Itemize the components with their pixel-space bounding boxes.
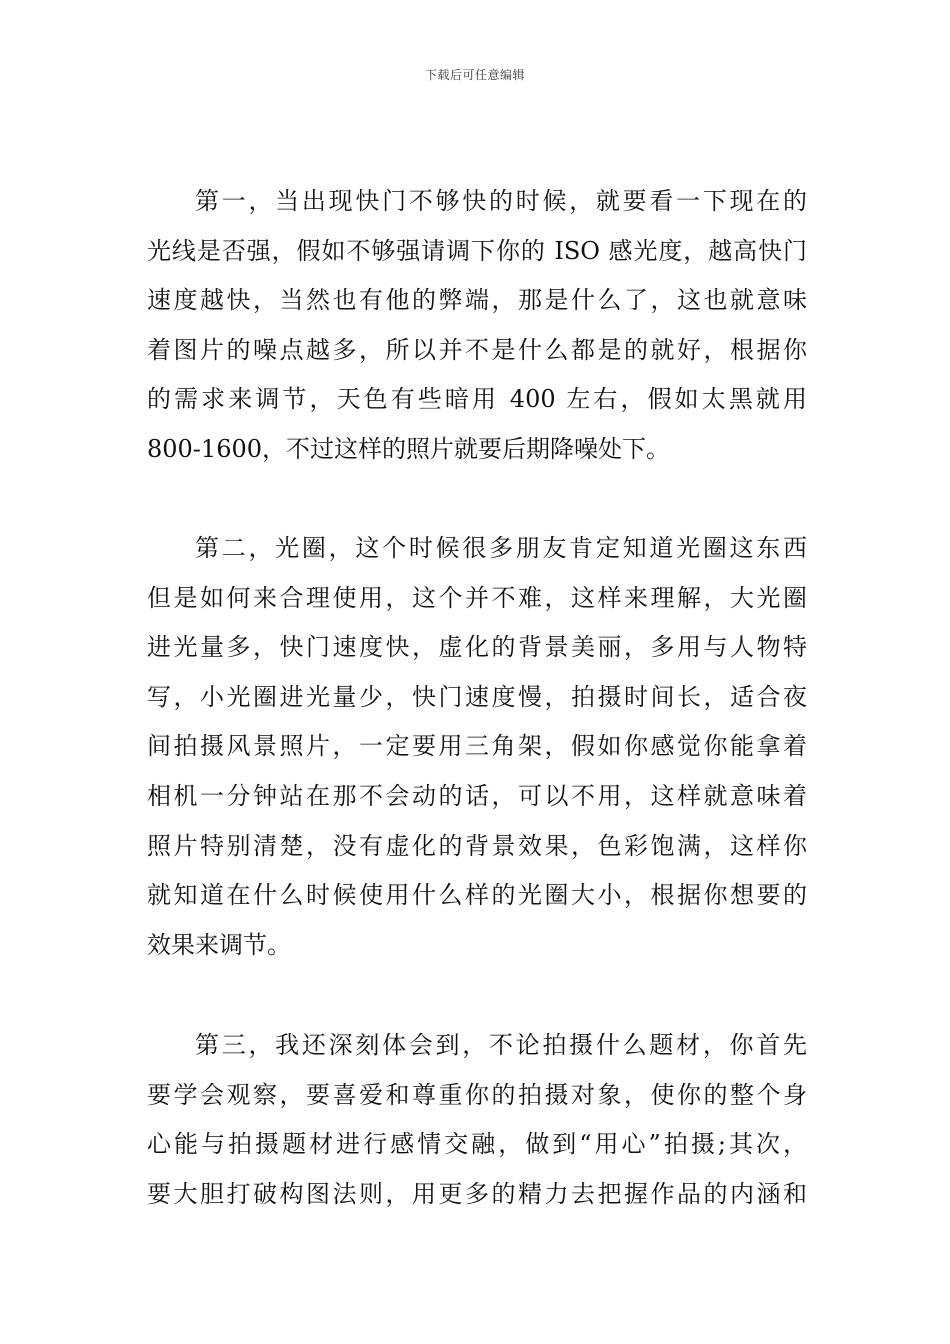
paragraph-aperture	[147, 524, 807, 970]
text-line: 第一，当出现快门不够快的时候，就要看一下现在的	[195, 187, 807, 215]
text-line: 第二，光圈，这个时候很多朋友肯定知道光圈这东西	[195, 534, 807, 562]
text-line: 但是如何来合理使用，这个并不难，这样来理解，大光圈	[147, 583, 807, 612]
text-line: 效果来调节。	[147, 930, 291, 959]
page-header: 下载后可任意编辑	[424, 68, 525, 82]
text-line: 第三，我还深刻体会到，不论拍摄什么题材，你首先	[195, 1031, 807, 1059]
text-line: 相机一分钟站在那不会动的话，可以不用，这样就意味着	[147, 781, 807, 810]
text-line: 间拍摄风景照片，一定要用三角架，假如你感觉你能拿着	[147, 732, 807, 761]
text-line: 光线是否强，假如不够强请调下你的 ISO 感光度，越高快门	[147, 236, 807, 265]
text-line: 速度越快，当然也有他的弊端，那是什么了，这也就意味	[147, 286, 807, 315]
text-line: 着图片的噪点越多，所以并不是什么都是的就好，根据你	[147, 335, 807, 364]
paragraph-shutter-iso	[147, 177, 807, 475]
text-line: 要大胆打破构图法则，用更多的精力去把握作品的内涵和	[147, 1179, 807, 1208]
paragraph-observation	[147, 1021, 807, 1219]
text-line: 的需求来调节，天色有些暗用 400 左右，假如太黑就用	[147, 385, 807, 414]
text-line: 写，小光圈进光量少，快门速度慢，拍摄时间长，适合夜	[147, 682, 807, 711]
text-line: 照片特别清楚，没有虚化的背景效果，色彩饱满，这样你	[147, 831, 807, 860]
text-line: 进光量多，快门速度快，虚化的背景美丽，多用与人物特	[147, 633, 807, 662]
text-line: 800-1600，不过这样的照片就要后期降噪处下。	[147, 434, 670, 463]
text-line: 要学会观察，要喜爱和尊重你的拍摄对象，使你的整个身	[147, 1080, 807, 1109]
text-line: 就知道在什么时候使用什么样的光圈大小，根据你想要的	[147, 881, 807, 910]
text-line: 心能与拍摄题材进行感情交融，做到“用心”拍摄;其次，	[147, 1130, 807, 1159]
